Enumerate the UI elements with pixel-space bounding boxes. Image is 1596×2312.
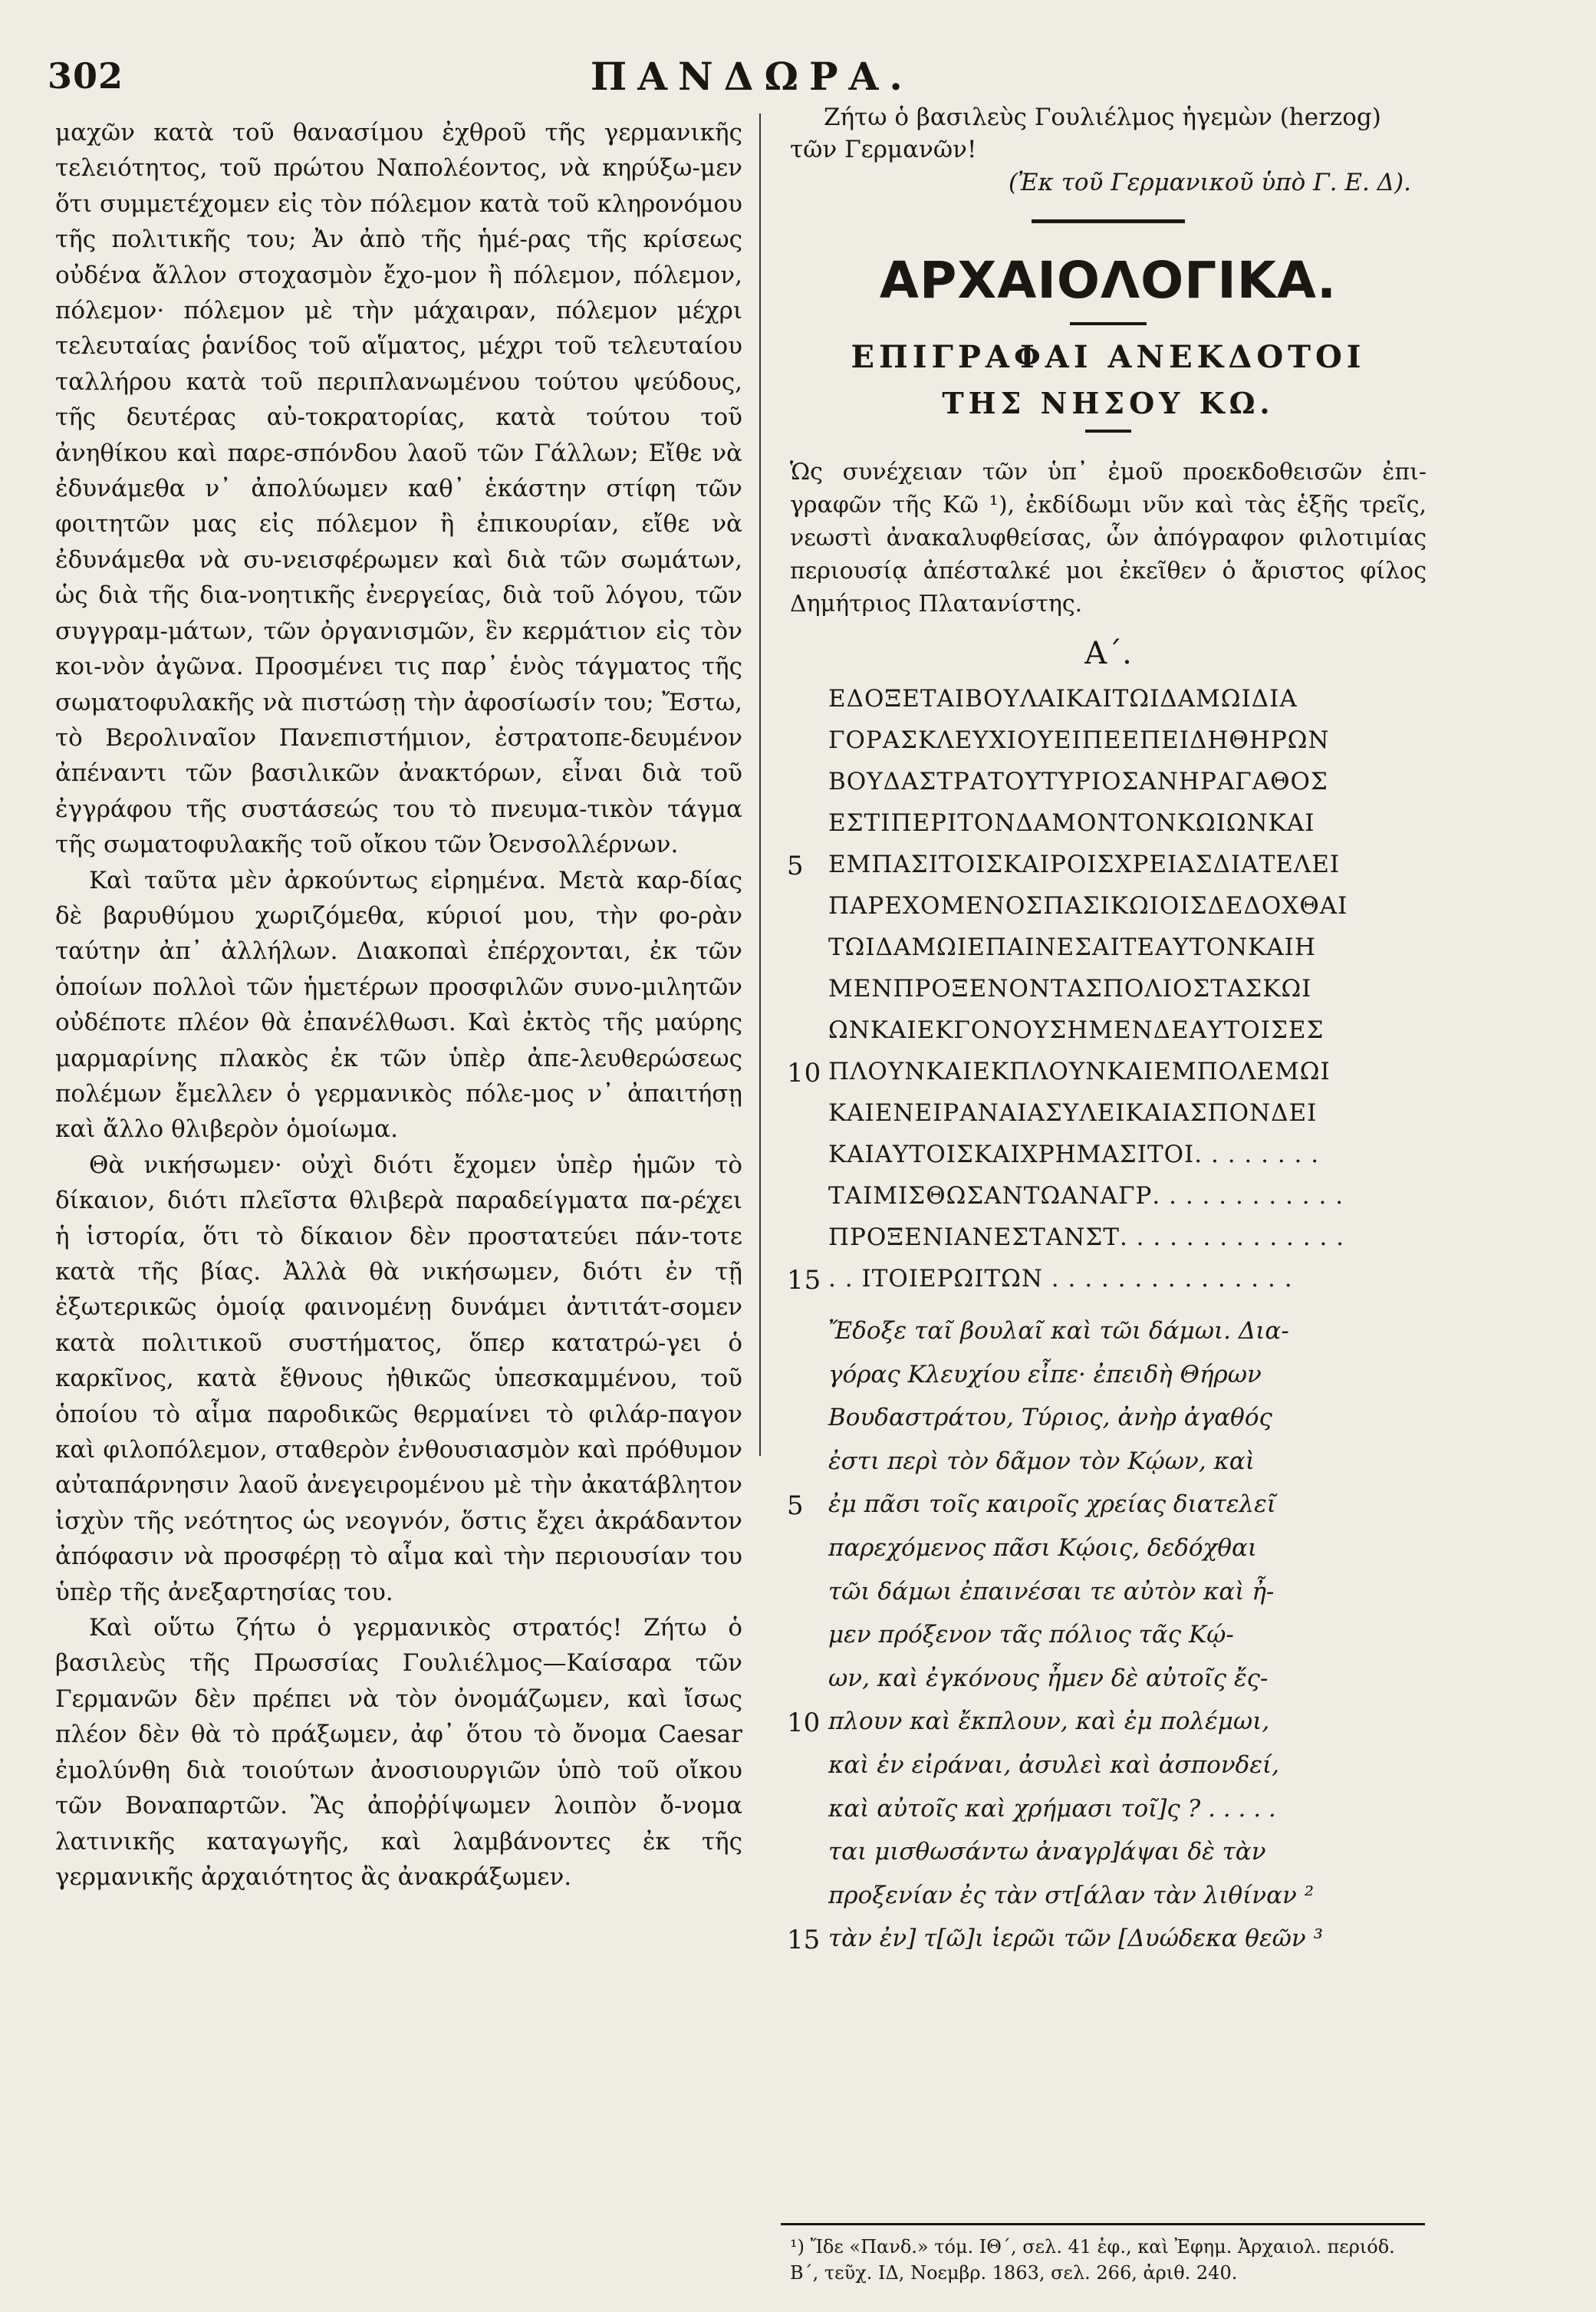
tr-line-row xyxy=(790,1838,1427,1882)
left-paragraph-1: μαχῶν κατὰ τοῦ θανασίμου ἐχθροῦ τῆς γερμανικῆς τελειότητος, τοῦ πρώτου Ναπολέοντος, νὰ κηρύξω-μεν ὅτι συμμετέχομεν εἰς τὸν πόλεμον κατὰ τοῦ κληρονόμου τῆς πολιτικῆς του; Ἀν ἀπὸ τῆς ἡμέ-ρας τῆς κρίσεως οὐδένα ἄλλον στοχασμὸν ἔχο-μον ἢ πόλεμον, πόλεμον, πόλεμον· πόλεμον μὲ τὴν μάχαιραν, πόλεμον μέχρι τελευταίας ῥανίδος τοῦ αἵματος, μέχρι τοῦ τελευταίου ταλλήρου κατὰ τοῦ περιπλανωμένου τούτου ψεύδους, τῆς δευτέρας αὐ-τοκρατορίας, κατὰ τούτου τοῦ ἀνηθίκου καὶ παρε-σπόνδου λαοῦ τῶν Γάλλων; Εἴθε νὰ ἐδυνάμεθα ν᾽ ἀπολύωμεν καθ᾽ ἑκάστην στίφη τῶν φοιτητῶν μας εἰς πόλεμον ἢ ἐπικουρίαν, εἴθε νὰ ἐδυνάμεθα νὰ συ-νεισφέρωμεν καὶ διὰ τῶν σωμάτων, ὡς διὰ τῆς δια-νοητικῆς ἐνεργείας, διὰ τοῦ λόγου, τῶν συγγραμ-μάτων, τῶν ὀργανισμῶν, ἓν κερμάτιον εἰς τὸν κοι-νὸν ἀγῶνα. Προσμένει τις παρ᾽ ἑνὸς τάγματος τῆς σωματοφυλακῆς νὰ πιστώσῃ τὴν ἀφοσίωσίν του; Ἔστω, τὸ Βερολιναῖον Πανεπιστήμιον, ἐστρατοπε-δευμένον ἀπέναντι τῶν βασιλικῶν ἀνακτόρων, εἶναι διὰ τοῦ ἐγγράφου τῆς συστάσεώς του τὸ πνευμα-τικὸν τάγμα τῆς σωματοφυλακῆς τοῦ οἴκου τῶν Ὀενσολλέρνων. xyxy=(55,119,742,859)
left-paragraph-4: Καὶ οὕτω ζήτω ὁ γερμανικὸς στρατός! Ζήτω ὁ βασιλεὺς τῆς Πρωσσίας Γουλιέλμος—Καίσαρα τῶν Γερμανῶν δὲν πρέπει νὰ τὸν ὀνομάζωμεν, καὶ ἴσως πλέον δὲν θὰ τὸ πράξωμεν, ἀφ᾽ ὅτου τὸ ὄνομα Caesar ἐμολύνθη διὰ τοιούτων ἀνοσιουργιῶν ὑπὸ τοῦ οἴκου τῶν Βοναπαρτῶν. Ἂς ἀποῤῥίψωμεν λοιπὸν ὄ-νομα λατινικῆς καταγωγῆς, καὶ λαμβάνοντες ἐκ τῆς γερμανικῆς ἀρχαιότητος ἂς ἀνακράξωμεν. xyxy=(55,1614,742,1891)
tr-line-row xyxy=(790,1795,1427,1839)
column-divider xyxy=(759,114,761,1456)
section-title: ΑΡΧΑΙΟΛΟΓΙΚΑ. xyxy=(879,251,1338,310)
line-text: ἐστι περὶ τὸν δᾶμον τὸν Κῴων, καὶ xyxy=(828,1447,1255,1475)
line-text: καὶ αὐτοῖς καὶ χρήμασι τοῖ]ς ? . . . . . xyxy=(828,1794,1276,1823)
left-column xyxy=(55,115,742,1895)
inscr-line-row xyxy=(787,1058,1427,1099)
page-number: 302 xyxy=(48,55,124,97)
line-text: ΠΡΟΞΕΝΙΑΝΕΣΤΑΝΣΤ. . . . . . . . . . . . . . xyxy=(828,1224,1345,1251)
tr-line-row xyxy=(790,1882,1427,1925)
line-text: ΜΕΝΠΡΟΞΕΝΟΝΤΑΣΠΟΛΙΟΣΤΑΣΚΩΙ xyxy=(828,975,1312,1003)
line-number: 15 xyxy=(787,1265,822,1296)
line-number: 10 xyxy=(787,1058,822,1088)
line-text: καὶ ἐν εἰράναι, ἀσυλεὶ καὶ ἀσπονδεί, xyxy=(828,1750,1279,1779)
line-text: ΤΑΙΜΙΣΘΩΣΑΝΤΩΑΝΑΓΡ. . . . . . . . . . . . xyxy=(828,1182,1344,1210)
running-title: ΠΑΝΔΩΡΑ. xyxy=(591,54,913,99)
inscr-line-row xyxy=(787,1265,1427,1306)
line-text: ΕΔΟΞΕΤΑΙΒΟΥΛΑΙΚΑΙΤΩΙΔΑΜΩΙΔΙΑ xyxy=(828,685,1298,713)
line-number: 10 xyxy=(787,1708,821,1739)
line-text: ων, καὶ ἐγκόνους ἦμεν δὲ αὐτοῖς ἔς- xyxy=(828,1664,1269,1692)
line-text: ΒΟΥΔΑΣΤΡΑΤΟΥΤΥΡΙΟΣΑΝΗΡΑΓΑΘΟΣ xyxy=(828,768,1328,795)
line-text: πλουν καὶ ἔκπλουν, καὶ ἐμ πολέμωι, xyxy=(828,1708,1270,1736)
tr-line-row xyxy=(790,1317,1427,1361)
article-continuation: Ζήτω ὁ βασιλεὺς Γουλιέλμος ἡγεμὼν (herzog) τῶν Γερμανῶν! xyxy=(790,104,1381,163)
line-text: τὰν ἐν] τ[ῶ]ι ἱερῶι τῶν [Δυώδεκα θεῶν ³ xyxy=(828,1925,1323,1953)
right-column xyxy=(787,101,1427,1968)
inscr-line-row xyxy=(790,975,1427,1016)
tr-line-row xyxy=(790,1665,1427,1708)
line-text: ται μισθωσάντω ἀναγρ]άψαι δὲ τὰν xyxy=(828,1838,1266,1866)
line-number: 5 xyxy=(787,1490,804,1522)
line-text: ΓΟΡΑΣΚΛΕΥΧΙΟΥΕΙΠΕΕΠΕΙΔΗΘΗΡΩΝ xyxy=(828,726,1330,754)
left-paragraph-2: Καὶ ταῦτα μὲν ἀρκούντως εἰρημένα. Μετὰ καρ-δίας δὲ βαρυθύμου χωριζόμεθα, κύριοί μου, τὴν φο-ρὰν ταύτην ἀπ᾽ ἀλλήλων. Διακοπαὶ ἐπέρχονται, ἐκ τῶν ὁποίων πολλοὶ τῶν ἡμετέρων προσφιλῶν συνο-μιλητῶν οὐδέποτε πλέον θὰ ἐπανέλθωσι. Καὶ ἐκτὸς τῆς μαύρης μαρμαρίνης πλακὸς ἐκ τῶν ὑπὲρ ἀπε-λευθερώσεως πολέμων ἔμελλεν ὁ γερμανικὸς πόλε-μος ν᾽ ἀπαιτήσῃ καὶ ἄλλο θλιβερὸν ὁμοίωμα. xyxy=(55,866,742,1144)
inscription-text xyxy=(787,685,1427,1306)
line-text: Ἔδοξε ταῖ βουλαῖ καὶ τῶι δάμωι. Δια- xyxy=(828,1317,1289,1345)
line-text: ΠΛΟΥΝΚΑΙΕΚΠΛΟΥΝΚΑΙΕΜΠΟΛΕΜΩΙ xyxy=(828,1058,1331,1085)
inscr-line-row xyxy=(790,1016,1427,1058)
left-paragraph-3: Θὰ νικήσωμεν· οὐχὶ διότι ἔχομεν ὑπὲρ ἡμῶν τὸ δίκαιον, διότι πλεῖστα θλιβερὰ παραδείγματα πα-ρέχει ἡ ἱστορία, ὅτι τὸ δίκαιον δὲν προστατεύει πάν-τοτε κατὰ τῆς βίας. Ἀλλὰ θὰ νικήσωμεν, διότι ἐν τῇ ἐξωτερικῶς ὁμοίᾳ φαινομένῃ δυνάμει ἀντιτάτ-σομεν κατὰ πολιτικοῦ συστήματος, ὅπερ κατατρώ-γει ὁ καρκῖνος, κατὰ ἔθνους ἠθικῶς ὑπεσκαμμένου, τοῦ ὁποίου τὸ αἷμα παροδικῶς θερμαίνει τὸ φιλάρ-παγον καὶ φιλοπόλεμον, σταθερὸν ἐνθουσιασμὸν καὶ πρόθυμον αὐταπάρνησιν λαοῦ ἀνεγειρομένου μὲ τὴν ἀκατάβλητον ἰσχὺν τῆς νεότητος ὡς νεογνόν, ὅστις ἔχει ἀκράδαντον ἀπόφασιν νὰ προσφέρῃ τὸ αἷμα καὶ τὴν περιουσίαν του ὑπὲρ τῆς ἀνεξαρτησίας του. xyxy=(55,1151,742,1606)
line-text: ΕΣΤΙΠΕΡΙΤΟΝΔΑΜΟΝΤΟΝΚΩΙΩΝΚΑΙ xyxy=(828,809,1315,837)
line-number: 5 xyxy=(787,851,805,881)
transcription-text xyxy=(787,1317,1427,1968)
line-text: ΕΜΠΑΣΙΤΟΙΣΚΑΙΡΟΙΣΧΡΕΙΑΣΔΙΑΤΕΛΕΙ xyxy=(828,851,1341,878)
title-divider xyxy=(1070,322,1147,325)
line-text: τῶι δάμωι ἐπαινέσαι τε αὐτὸν καὶ ἦ- xyxy=(828,1577,1275,1606)
line-number: 15 xyxy=(787,1925,821,1956)
article-subtitle-line2: ΤΗΣ ΝΗΣΟΥ ΚΩ. xyxy=(942,386,1275,420)
line-text: μεν πρόξενον τᾶς πόλιος τᾶς Κῴ- xyxy=(828,1621,1234,1649)
line-text: Βουδαστράτου, Τύριος, ἀνὴρ ἀγαθός xyxy=(828,1404,1272,1432)
page-header xyxy=(0,0,1596,115)
line-text: προξενίαν ἐς τὰν στ[άλαν τὰν λιθίναν ² xyxy=(828,1881,1315,1909)
intro-text: Ὡς συνέχειαν τῶν ὑπ᾽ ἐμοῦ προεκδοθεισῶν ἐπι-γραφῶν τῆς Κῶ ¹), ἐκδίδωμι νῦν καὶ τὰς ἑξῆς τρεῖς, νεωστὶ ἀνακαλυφθείσας, ὧν ἀπόγραφον φιλοτιμίας περιουσίᾳ ἀπέσταλκέ μοι ἐκεῖθεν ὁ ἄριστος φίλος Δημήτριος Πλατανίστης. xyxy=(790,459,1427,618)
tr-line-row xyxy=(787,1490,1427,1534)
tr-line-row xyxy=(787,1925,1427,1968)
inscr-line-row xyxy=(790,892,1427,934)
inscr-line-row xyxy=(790,1099,1427,1141)
inscr-line-row xyxy=(787,851,1427,892)
inscr-line-row xyxy=(790,1182,1427,1224)
line-text: ΚΑΙΑΥΤΟΙΣΚΑΙΧΡΗΜΑΣΙΤΟΙ. . . . . . . . xyxy=(828,1141,1320,1168)
line-text: ΩΝΚΑΙΕΚΓΟΝΟΥΣΗΜΕΝΔΕΑΥΤΟΙΣΕΣ xyxy=(828,1016,1325,1044)
tr-line-row xyxy=(790,1404,1427,1447)
tr-line-row xyxy=(790,1578,1427,1622)
line-text: ΠΑΡΕΧΟΜΕΝΟΣΠΑΣΙΚΩΙΟΙΣΔΕΔΟΧΘΑΙ xyxy=(828,892,1348,920)
inscription-label: Α΄. xyxy=(1084,636,1132,671)
line-text: ἐμ πᾶσι τοῖς καιροῖς χρείας διατελεῖ xyxy=(828,1490,1276,1519)
line-text: ΤΩΙΔΑΜΩΙΕΠΑΙΝΕΣΑΙΤΕΑΥΤΟΝΚΑΙΗ xyxy=(828,934,1316,961)
footnote: ¹) Ἴδε «Πανδ.» τόμ. ΙΘ΄, σελ. 41 ἑφ., καὶ Ἐφημ. Ἀρχαιολ. περιόδ. Β΄, τεῦχ. ΙΔ, Νοεμβρ. 1863, σελ. 266, ἀριθ. 240. xyxy=(790,2236,1395,2284)
article-subtitle: ΕΠΙΓΡΑΦΑΙ ΑΝΕΚΔΟΤΟΙ xyxy=(851,339,1366,375)
inscr-line-row xyxy=(790,768,1427,809)
line-text: γόρας Κλευχίου εἶπε· ἐπειδὴ Θήρων xyxy=(828,1360,1262,1388)
subtitle-divider xyxy=(1085,430,1131,433)
tr-line-row xyxy=(790,1447,1427,1491)
tr-line-row xyxy=(790,1534,1427,1578)
line-text: παρεχόμενος πᾶσι Κῴοις, δεδόχθαι xyxy=(828,1533,1258,1562)
inscr-line-row xyxy=(790,809,1427,851)
intro-paragraph xyxy=(790,456,1427,621)
inscr-line-row xyxy=(790,726,1427,768)
section-divider xyxy=(1032,219,1185,223)
inscr-line-row xyxy=(790,1141,1427,1182)
footnote-rule xyxy=(781,2223,1425,2225)
inscr-line-row xyxy=(790,685,1427,726)
tr-line-row xyxy=(790,1621,1427,1665)
inscr-line-row xyxy=(790,934,1427,975)
tr-line-row xyxy=(790,1751,1427,1795)
line-text: ΚΑΙΕΝΕΙΡΑΝΑΙΑΣΥΛΕΙΚΑΙΑΣΠΟΝΔΕΙ xyxy=(828,1099,1318,1127)
tr-line-row xyxy=(790,1361,1427,1405)
inscr-line-row xyxy=(790,1224,1427,1265)
line-text: . . ΙΤΟΙΕΡΩΙΤΩΝ . . . . . . . . . . . . . . . xyxy=(828,1265,1293,1293)
tr-line-row xyxy=(787,1708,1427,1751)
translation-credit: (Ἐκ τοῦ Γερμανικοῦ ὑπὸ Γ. Ε. Δ). xyxy=(1008,169,1411,196)
